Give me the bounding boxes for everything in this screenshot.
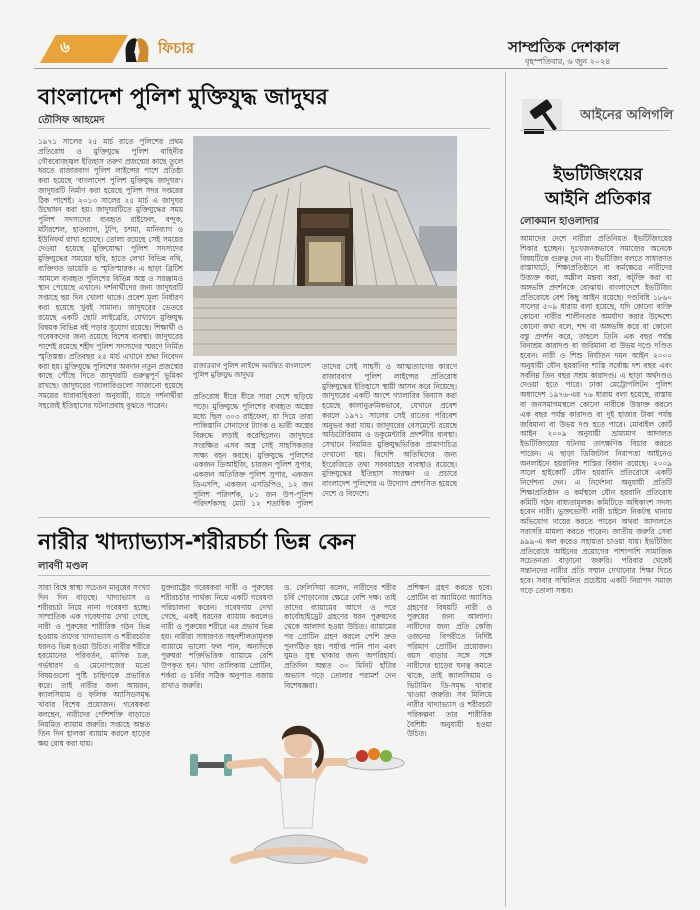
faces-logo-icon	[122, 34, 152, 64]
article1-headline: বাংলাদেশ পুলিশ মুক্তিযুদ্ধ জাদুঘর	[38, 84, 328, 110]
article2-byline: লাবণী মণ্ডল	[38, 561, 88, 572]
sidebar-title-rule	[520, 130, 670, 131]
article1-rule	[38, 128, 490, 129]
article2-rule	[38, 575, 490, 576]
sidebar-byline-rule	[520, 229, 670, 230]
article-separator	[38, 517, 490, 518]
article1-byline: তৌসিফ আহমেদ	[38, 115, 105, 126]
article2-col3: ড. ফেলিসিয়া বলেন, নারীদের শরীর চর্বি পোড়ানোর ক্ষেত্রে বেশি দক্ষ। তাই তাদের ব্যায়ামের আগে ও পরে কার্বোহাইড্রেট গ্রহণের ধরন পুরুষদের থেকে আলাদা হওয়া উচিত। ব্যায়ামের পর প্রোটিন গ্রহণ করলে পেশি দ্রুত পুনর্গঠিত হয়। পর্যাপ্ত পানি পান এবং ঘুমও সুস্থ থাকার জন্য অপরিহার্য। প্রতিদিন অন্তত ৩০ মিনিট হাঁটার অভ্যাস গড়ে তোলার পরামর্শ দেন বিশেষজ্ঞরা।	[284, 583, 396, 690]
article1-body-mid: প্রতিরোধ ধীরে ধীরে সারা দেশে ছড়িয়ে পড়ে। মুক্তিযুদ্ধে পুলিশের ব্যবহৃত অস্ত্রের মধ্যে ছিল ৩০৩ রাইফেল, যা দিয়ে তারা পাকিস্তানি সেনাদের ট্যাংক ও ভারী অস্ত্রের বিরুদ্ধে লড়াই করেছিলেন। জাদুঘরে সংরক্ষিত এসব অস্ত্র সেই সাহসিকতার সাক্ষ্য বহন করছে। মুক্তিযুদ্ধে পুলিশের একজন ডিআইজি, চারজন পুলিশ সুপার, একজন অতিরিক্ত পুলিশ সুপার, একজন ডিএসপি, একজন এসডিপিও, ১২ জন পুলিশ পরিদর্শক, ৮১ জন উপ-পুলিশ পরিদর্শকসহ মোট ১২ শতাধিক পুলিশ	[193, 392, 313, 509]
photo-caption: রাজারবাগ পুলিশ লাইন্সে অবস্থিত বাংলাদেশ পুলিশ মুক্তিযুদ্ধ জাদুঘর	[193, 362, 311, 379]
fitness-woman-image	[174, 700, 426, 905]
sidebar-byline: লোকমান হাওলাদার	[520, 216, 599, 227]
article2-col2: যুক্তরাষ্ট্রের গবেষকরা নারী ও পুরুষের শরীরচর্চার পার্থক্য নিয়ে একটি গবেষণা পরিচালনা করেন। গবেষণায় দেখা গেছে, একই ধরনের ব্যায়াম করলেও নারী ও পুরুষের শরীরে এর প্রভাব ভিন্ন হয়। নারীরা সাধারণত সহনশীলতামূলক ব্যায়ামে ভালো ফল পান, অন্যদিকে পুরুষরা শক্তিভিত্তিক ব্যায়ামে বেশি উপকৃত হন। খাদ্য তালিকায় প্রোটিন, শর্করা ও চর্বির সঠিক অনুপাত বজায় রাখাও জরুরি।	[161, 583, 273, 690]
sidebar-divider	[505, 72, 506, 907]
header-rule	[34, 68, 668, 69]
museum-photo	[193, 136, 457, 356]
sidebar-headline-line1: ইভটিজিংয়ের	[553, 165, 643, 185]
masthead: সাম্প্রতিক দেশকাল	[508, 38, 620, 56]
article2-col1: সারা বিশ্বে স্বাস্থ্য সচেতন মানুষের সংখ্যা দিন দিন বাড়ছে। খাদ্যাভ্যাস ও শরীরচর্চা নিয়ে নানা গবেষণা হচ্ছে। সাম্প্রতিক এক গবেষণায় দেখা গেছে, নারী ও পুরুষের শারীরিক গঠন ভিন্ন হওয়ায় তাদের খাদ্যাভ্যাস ও শরীরচর্চার ধরনও ভিন্ন হওয়া উচিত। নারীর শরীরে হরমোনের পরিবর্তন, মাসিক চক্র, গর্ভধারণ ও মেনোপজের মতো বিষয়গুলো পুষ্টি চাহিদাকে প্রভাবিত করে। তাই নারীর জন্য আয়রন, ক্যালসিয়াম ও ফলিক অ্যাসিডসমৃদ্ধ খাবার বিশেষ প্রয়োজন। গবেষকরা বলছেন, নারীদের পেশিশক্তি বাড়াতে নিয়মিত ব্যায়াম জরুরি। সপ্তাহে অন্তত তিন দিন হালকা ব্যায়াম করলে হাড়ের ক্ষয় রোধ করা যায়।	[38, 583, 150, 749]
page-number: ৬	[60, 38, 70, 56]
sidebar-headline-line2: আইনি প্রতিকার	[544, 189, 652, 209]
article2-col4: প্রশিক্ষণ গ্রহণ করতে হবে। প্রোটিন বা অ্যামিনো অ্যাসিড গ্রহণের বিষয়টি নারী ও পুরুষের জন্য আলাদা। নারীদের জন্য প্রতি কেজি ওজনের বিপরীতে নির্দিষ্ট পরিমাণ প্রোটিন প্রয়োজন। বয়স বাড়ার সঙ্গে সঙ্গে নারীদের হাড়ের ঘনত্ব কমতে থাকে, তাই ক্যালসিয়াম ও ভিটামিন ডি-সমৃদ্ধ খাবার খাওয়া জরুরি। সব মিলিয়ে নারীর খাদ্যাভ্যাস ও শরীরচর্চা পরিকল্পনা তার শারীরিক বৈশিষ্ট্য অনুযায়ী হওয়া উচিত।	[407, 583, 492, 739]
article1-body-left: ১৯৭১ সালের ২৫ মার্চ রাতে পুলিশের প্রথম প্রতিরোধ ও মুক্তিযুদ্ধে পুলিশ বাহিনীর গৌরবোজ্জ্বল ইতিহাস তরুণ প্রজন্মের কাছে তুলে ধরতে রাজারবাগ পুলিশ লাইন্সের পাশে প্রতিষ্ঠা করা হয়েছে 'বাংলাদেশ পুলিশ মুক্তিযুদ্ধ জাদুঘর'। জাদুঘরটি নির্মাণ করা হয়েছে পুলিশ সদর দপ্তরের ঠিক পাশেই। ২০১৩ সালের ২৫ মার্চ এ জাদুঘর উদ্বোধন করা হয়। জাদুঘরটিতে মুক্তিযুদ্ধের সময় পুলিশ সদস্যদের ব্যবহৃত রাইফেল, বন্দুক, মর্টারশেল, হাতব্যাগ, টুপি, চশমা, মানিব্যাগ ও ইউনিফর্ম রাখা হয়েছে। তোলা রয়েছে সেই সময়ের দেওয়া হয়েছে মুক্তিযোদ্ধা পুলিশ সদস্যদের মুক্তিযুদ্ধের সময়ের ছবি, হাতে লেখা বিভিন্ন নথি, ব্যক্তিগত ডায়েরি ও স্মৃতিস্মারক। এ ছাড়া ব্রিটিশ আমলে ব্যবহৃত পুলিশের বিভিন্ন অস্ত্র ও সরঞ্জামও স্থান পেয়েছে এখানে। দর্শনার্থীদের জন্য জাদুঘরটি সপ্তাহে ছয় দিন খোলা থাকে। প্রবেশ মূল্য নির্ধারণ করা হয়েছে খুবই সামান্য। জাদুঘরের ভেতরে রয়েছে একটি ছোট লাইব্রেরি, যেখানে মুক্তিযুদ্ধ বিষয়ক বিভিন্ন বই পড়ার সুযোগ রয়েছে। শিক্ষার্থী ও গবেষকদের জন্য রয়েছে বিশেষ ব্যবস্থা। জাদুঘরের পাশেই রয়েছে শহীদ পুলিশ সদস্যদের স্মরণে নির্মিত স্মৃতিস্তম্ভ। প্রতিবছর ২৫ মার্চ এখানে শ্রদ্ধা নিবেদন করা হয়। মুক্তিযুদ্ধে পুলিশের অবদান নতুন প্রজন্মের কাছে পৌঁছে দিতে জাদুঘরটি গুরুত্বপূর্ণ ভূমিকা রাখছে। জাদুঘরের গ্যালারিগুলো সাজানো হয়েছে সময়ের ধারাবাহিকতা অনুযায়ী, যাতে দর্শনার্থীরা সহজেই ইতিহাসের ঘটনাপ্রবাহ বুঝতে পারেন।	[38, 137, 183, 410]
article2-headline: নারীর খাদ্যাভ্যাস-শরীরচর্চা ভিন্ন কেন	[38, 529, 356, 555]
sidebar-section-title: আইনের অলিগলি	[580, 108, 674, 123]
sidebar-body: আমাদের দেশে নারীরা প্রতিনিয়ত ইভটিজিংয়ের শিকার হচ্ছেন। দুঃখজনকভাবে সমাজের অনেকে বিষয়টিকে গুরুত্ব দেন না। ইভটিজিং বলতে সাধারণত রাস্তাঘাটে, শিক্ষাপ্রতিষ্ঠানে বা কর্মক্ষেত্রে নারীদের উত্ত্যক্ত করা, অশ্লীল মন্তব্য করা, কটূক্তি করা বা অঙ্গভঙ্গি প্রদর্শনকে বোঝায়। বাংলাদেশে ইভটিজিং প্রতিরোধে বেশ কিছু আইন রয়েছে। দণ্ডবিধি ১৮৬০ সালের ৫০৯ ধারায় বলা হয়েছে, যদি কোনো ব্যক্তি কোনো নারীর শালীনতার অমর্যাদা করার উদ্দেশ্যে কোনো কথা বলে, শব্দ বা অঙ্গভঙ্গি করে বা কোনো বস্তু প্রদর্শন করে, তাহলে তিনি এক বছর পর্যন্ত বিনাশ্রম কারাদণ্ড বা জরিমানা বা উভয় দণ্ডে দণ্ডিত হবেন। নারী ও শিশু নির্যাতন দমন আইন ২০০০ অনুযায়ী যৌন হয়রানির শাস্তি সর্বোচ্চ দশ বছর এবং সর্বনিম্ন তিন বছর সশ্রম কারাদণ্ড। এ ছাড়া অর্থদণ্ডও দেওয়া হতে পারে। ঢাকা মেট্রোপলিটন পুলিশ অধ্যাদেশ ১৯৭৬-এর ৭৬ ধারায় বলা হয়েছে, রাস্তায় বা জনসমাগমস্থলে কোনো নারীকে উত্ত্যক্ত করলে এক বছর পর্যন্ত কারাদণ্ড বা দুই হাজার টাকা পর্যন্ত জরিমানা বা উভয় দণ্ড হতে পারে। মোবাইল কোর্ট আইন ২০০৯ অনুযায়ী ভ্রাম্যমাণ আদালত ইভটিজিংয়ের ঘটনায় তাৎক্ষণিক বিচার করতে পারেন। এ ছাড়া ডিজিটাল নিরাপত্তা আইনেও অনলাইনে হয়রানির শাস্তির বিধান রয়েছে। ২০০৯ সালে হাইকোর্ট যৌন হয়রানি প্রতিরোধে একটি নির্দেশনা দেন। এ নির্দেশনা অনুযায়ী প্রতিটি শিক্ষাপ্রতিষ্ঠান ও কর্মস্থলে যৌন হয়রানি প্রতিরোধ কমিটি গঠন বাধ্যতামূলক। কমিটিতে অধিকাংশ সদস্য হবেন নারী। ভুক্তভোগী নারী চাইলে নিকটস্থ থানায় অভিযোগ দায়ের করতে পারেন অথবা আদালতে সরাসরি মামলা করতে পারেন। জাতীয় জরুরি সেবা ৯৯৯-এ কল করেও সহায়তা চাওয়া যায়। ইভটিজিং প্রতিরোধে আইনের প্রয়োগের পাশাপাশি সামাজিক সচেতনতা বাড়ানো জরুরি। পরিবার থেকেই সন্তানদের নারীর প্রতি সম্মান দেখানোর শিক্ষা দিতে হবে। সবার সম্মিলিত প্রচেষ্টায় একটি নিরাপদ সমাজ গড়ে তোলা সম্ভব।	[520, 234, 672, 595]
section-name: ফিচার	[158, 39, 194, 57]
issue-date: বৃহস্পতিবার, ৬ জুন ২০২৪	[525, 57, 611, 66]
article1-body-right: তাদের সেই সাহসী ও আত্মত্যাগের কারণে রাজারবাগ পুলিশ লাইন্সের প্রতিরোধ মুক্তিযুদ্ধের ইতিহাসে স্থায়ী আসন করে নিয়েছে। জাদুঘরের একটি অংশে গ্যালারির বিন্যাস করা হয়েছে কালানুক্রমিকভাবে, যেখানে প্রবেশ করলে ১৯৭১ সালের সেই রাতের পরিবেশ অনুভব করা যায়। জাদুঘরের বেসমেন্টে রয়েছে অডিটোরিয়াম ও ডকুমেন্টারি প্রদর্শনীর ব্যবস্থা। সেখানে নিয়মিত মুক্তিযুদ্ধভিত্তিক প্রামাণ্যচিত্র দেখানো হয়। বিদেশি অতিথিদের জন্য ইংরেজিতে তথ্য সরবরাহের ব্যবস্থাও রয়েছে। মুক্তিযুদ্ধের ইতিহাস সংরক্ষণ ও প্রচারে বাংলাদেশ পুলিশের এ উদ্যোগ প্রশংসিত হয়েছে দেশে ও বিদেশে।	[322, 362, 457, 498]
